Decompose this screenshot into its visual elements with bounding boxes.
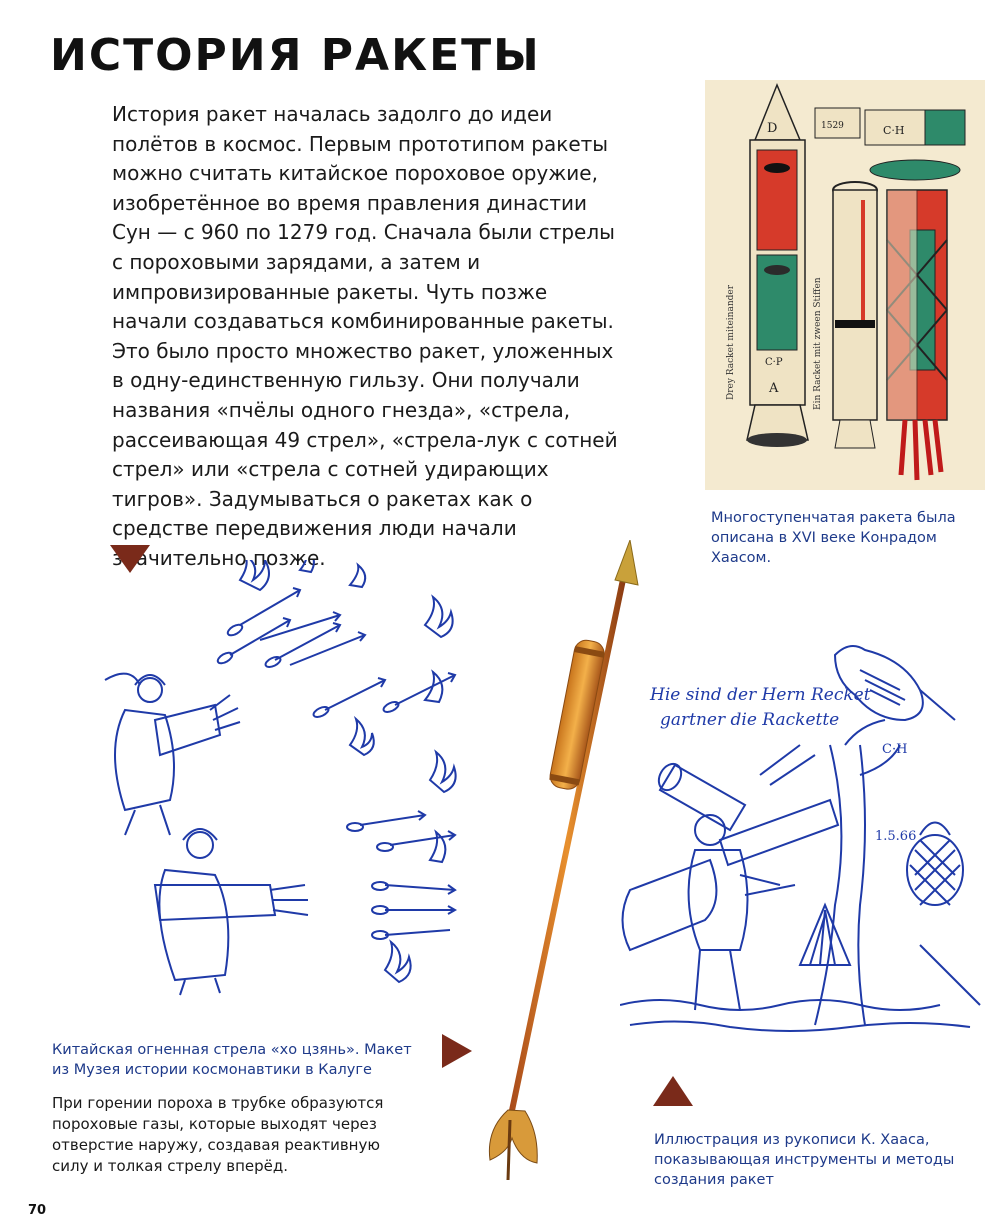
svg-text:Ein Racket mit zween Stiffen: Ein Racket mit zween Stiffen <box>813 277 823 410</box>
label-year: 1529 <box>821 121 844 131</box>
page-number: 70 <box>28 1203 47 1218</box>
caption-haas-illustration: Иллюстрация из рукописи К. Хааса, показывающая инструменты и методы создания ракет <box>654 1132 955 1188</box>
haas-manuscript-sketch <box>620 625 995 1070</box>
haas-inscription-1: Hie sind der Hern Recket <box>650 685 871 705</box>
caption-fire-arrow: Китайская огненная стрела «хо цзянь». Макет из Музея истории космонавтики в Калуге <box>52 1042 412 1078</box>
page-title: ИСТОРИЯ РАКЕТЫ <box>50 30 541 81</box>
haas-date: 1.5.66 <box>875 829 917 844</box>
intro-text: История ракет началась задолго до идеи полётов в космос. Первым прототипом ракеты можно считать китайское пороховое оружие, изобретённое во время правления династии Сун — с 960 по 1279 год. Сначала были стрелы с пороховыми зарядами, а затем и импровизированные ракеты. Чуть позже начали создаваться комбинированные ракеты. Это было просто множество ракет, уложенных в одну-единственную гильзу. Они получали названия «пчёлы одного гнезда», «стрела, рассеивающая 49 стрел», «стрела-лук с сотней стрел» или «стрела с сотней удирающих тигров». Задумываться о ракетах как о средстве передвижения люди начали значительно позже. <box>112 102 618 570</box>
label-initials: C·H <box>883 124 905 137</box>
intro-paragraph <box>112 100 627 574</box>
chinese-fire-arrows-sketch <box>95 560 475 1000</box>
haas-initials: C·H <box>882 742 908 757</box>
label-stage-cp: C·P <box>765 357 783 368</box>
fire-arrow-explanation: При горении пороха в трубке образуются пороховые газы, которые выходят через отверстие наружу, создавая реактивную силу и толкая стрелу вперёд. <box>52 1094 384 1175</box>
caption-multistage-rocket: Многоступенчатая ракета была описана в XVI веке Конрадом Хаасом. <box>711 510 956 566</box>
multistage-rocket-manuscript-illustration <box>705 80 985 490</box>
section-marker-right <box>442 1034 472 1068</box>
section-marker-up <box>653 1076 693 1106</box>
svg-text:Drey Racket miteinander: Drey Racket miteinander <box>726 284 736 400</box>
label-stage-d: D <box>767 121 778 136</box>
haas-inscription-2: gartner die Rackette <box>660 710 840 730</box>
label-stage-a: A <box>769 381 779 396</box>
